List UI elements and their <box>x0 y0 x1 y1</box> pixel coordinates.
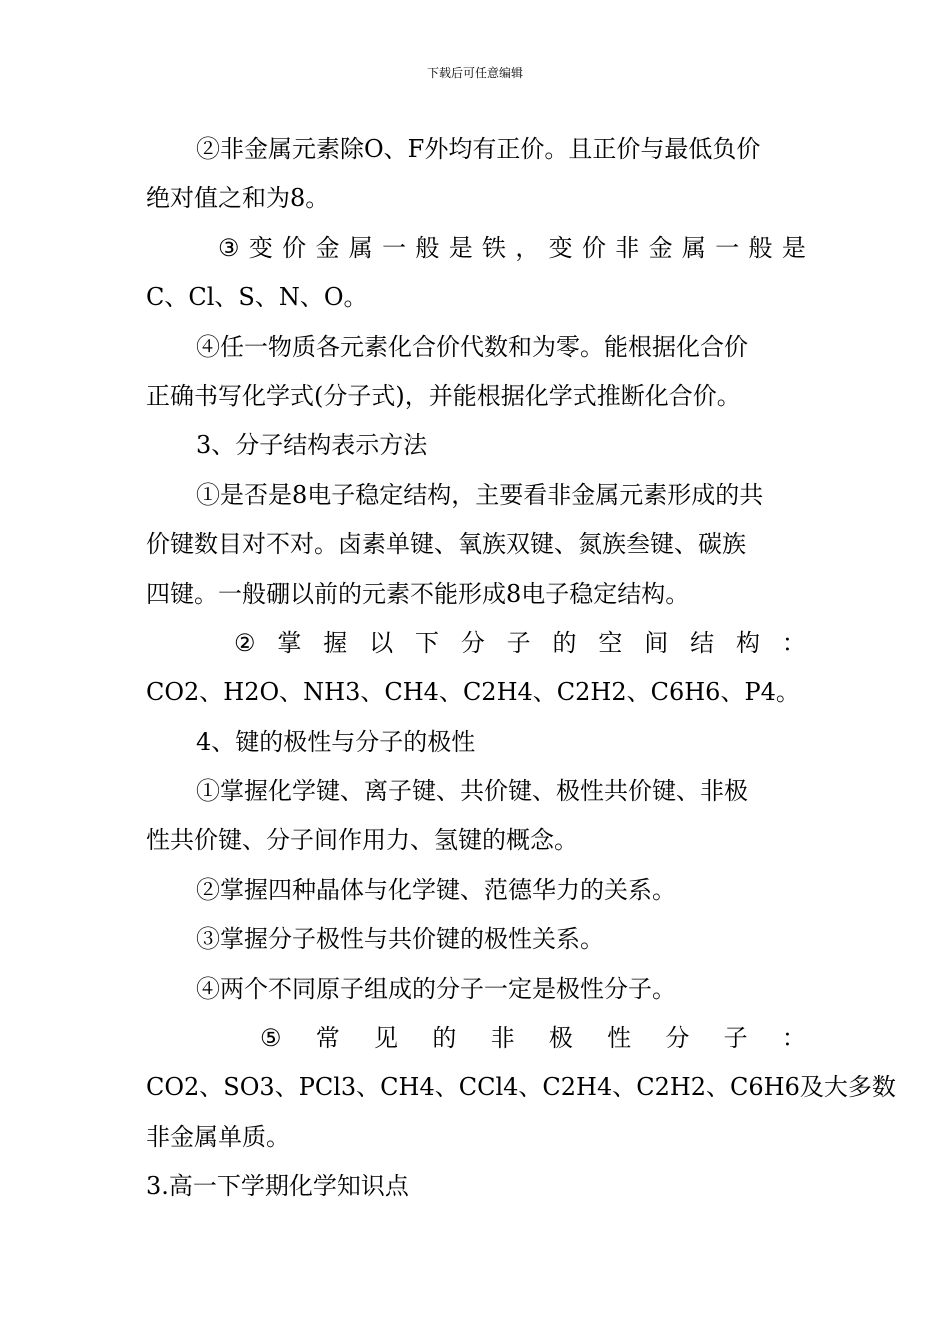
justified-char: 以 <box>369 628 394 657</box>
text-line: ②掌握四种晶体与化学键、范德华力的关系。 <box>196 875 676 904</box>
text-line: 正确书写化学式(分子式)，并能根据化学式推断化合价。 <box>146 381 741 410</box>
justified-char: ⑤ <box>260 1024 282 1053</box>
justified-char: 性 <box>607 1024 632 1053</box>
justified-char: 是 <box>781 233 806 262</box>
justified-char: 的 <box>552 628 577 657</box>
justified-char: 是 <box>448 233 473 262</box>
text-line: 性共价键、分子间作用力、氢键的概念。 <box>146 826 578 855</box>
text-line: C、Cl、S、N、O。 <box>146 283 368 312</box>
text-line: ②非金属元素除O、F外均有正价。且正价与最低负价 <box>196 135 761 163</box>
justified-char: ： <box>781 628 806 657</box>
text-line: ③掌握分子极性与共价键的极性关系。 <box>196 925 604 954</box>
text-line: ④任一物质各元素化合价代数和为零。能根据化合价 <box>196 332 748 361</box>
text-line: ①掌握化学键、离子键、共价键、极性共价键、非极 <box>196 777 748 806</box>
justified-char: 般 <box>748 233 773 262</box>
page-header: 下载后可任意编辑 <box>426 66 523 80</box>
justified-char: 常 <box>315 1024 340 1053</box>
justified-char: 变 <box>548 233 573 262</box>
justified-char: 子 <box>506 628 531 657</box>
justified-char: 非 <box>490 1024 515 1053</box>
text-line: 非金属单质。 <box>146 1122 290 1151</box>
justified-char: 握 <box>323 628 348 657</box>
justified-line <box>146 619 806 668</box>
text-line: ④两个不同原子组成的分子一定是极性分子。 <box>196 974 676 1003</box>
section-heading: 4、键的极性与分子的极性 <box>196 727 476 756</box>
text-line: 绝对值之和为8。 <box>146 184 330 213</box>
justified-char: 金 <box>648 233 673 262</box>
justified-char: 极 <box>548 1024 573 1053</box>
justified-char: 金 <box>315 233 340 262</box>
justified-char: 价 <box>282 233 307 262</box>
justified-char: 属 <box>681 233 706 262</box>
justified-char: 一 <box>382 233 407 262</box>
justified-char: ② <box>234 628 256 657</box>
justified-char: 下 <box>414 628 439 657</box>
document-body <box>146 125 896 1212</box>
justified-line <box>146 224 806 273</box>
justified-char: 价 <box>581 233 606 262</box>
text-line: 价键数目对不对。卤素单键、氧族双键、氮族叁键、碳族 <box>146 530 746 559</box>
justified-char: ， <box>515 233 540 262</box>
text-line: CO2、SO3、PCl3、CH4、CCl4、C2H4、C2H2、C6H6及大多数 <box>146 1073 896 1102</box>
text-line: ①是否是8电子稳定结构，主要看非金属元素形成的共 <box>196 480 764 509</box>
justified-char: 般 <box>415 233 440 262</box>
text-line: CO2、H2O、NH3、CH4、C2H4、C2H2、C6H6、P4。 <box>146 678 800 707</box>
justified-char: ： <box>781 1024 806 1053</box>
justified-char: 分 <box>665 1024 690 1053</box>
justified-char: 结 <box>690 628 715 657</box>
justified-char: 构 <box>735 628 760 657</box>
justified-char: ③ <box>218 233 240 262</box>
justified-char: 一 <box>715 233 740 262</box>
justified-char: 子 <box>723 1024 748 1053</box>
justified-char: 掌 <box>277 628 302 657</box>
justified-line <box>146 1014 806 1063</box>
justified-char: 铁 <box>482 233 507 262</box>
section-heading: 3、分子结构表示方法 <box>196 431 428 460</box>
justified-char: 变 <box>248 233 273 262</box>
text-line: 四键。一般硼以前的元素不能形成8电子稳定结构。 <box>146 579 690 608</box>
justified-char: 非 <box>615 233 640 262</box>
justified-char: 属 <box>348 233 373 262</box>
section-heading: 3.高一下学期化学知识点 <box>146 1172 409 1201</box>
justified-char: 见 <box>374 1024 399 1053</box>
justified-char: 空 <box>598 628 623 657</box>
justified-char: 的 <box>432 1024 457 1053</box>
justified-char: 分 <box>460 628 485 657</box>
justified-char: 间 <box>644 628 669 657</box>
